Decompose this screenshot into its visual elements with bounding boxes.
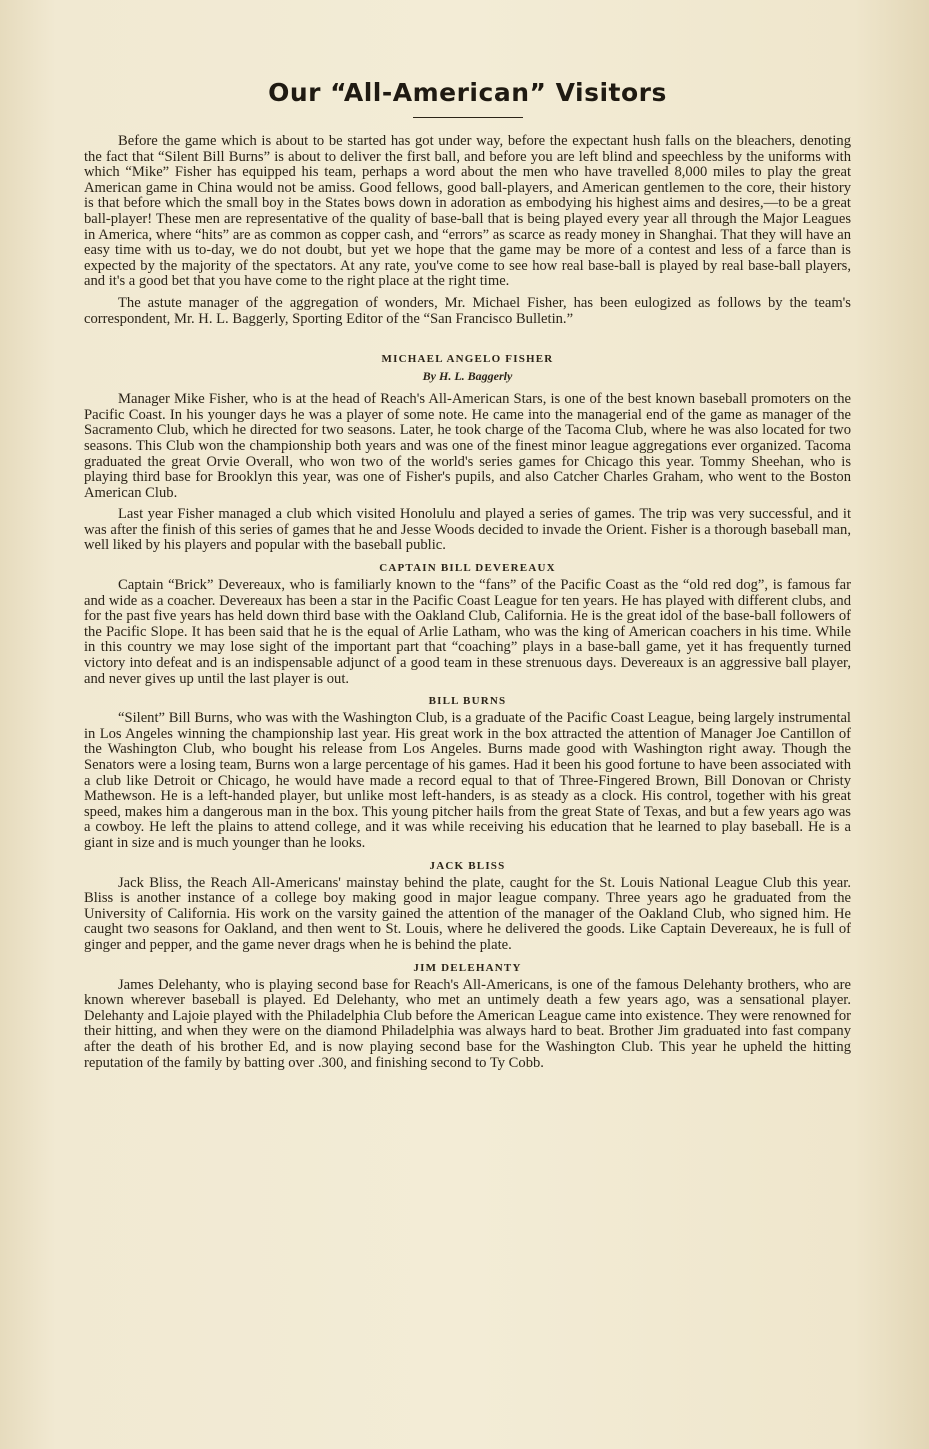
intro-paragraph-2: The astute manager of the aggregation of wonders, Mr. Michael Fisher, has been eulogized as follows by the team's correspondent, Mr. H. L. Baggerly, Sporting Editor of the “San Francisco Bulletin.” bbox=[84, 294, 851, 327]
devereaux-paragraph: Captain “Brick” Devereaux, who is familiarly known to the “fans” of the Pacific Coast as the “old red dog”, is famous far and wide as a coacher. Devereaux has been a star in the Pacific Coast League for ten years. He has played with different clubs, and for the past five years has held down third base with the Oakland Club, California. He is the great idol of the base-ball followers of the Pacific Slope. It has been said that he is the equal of Arlie Latham, who was the king of American coachers in his time. While in this country we may lose sight of the important part that “coaching” plays in a base-ball game, yet it has frequently turned victory into defeat and is an indispensable adjunct of a good team in these strenuous days. Devereaux is an aggressive ball player, and never gives up until the last player is out. bbox=[84, 577, 851, 687]
section-heading-fisher: MICHAEL ANGELO FISHER bbox=[381, 353, 554, 366]
fisher-paragraph-2: Last year Fisher managed a club which visited Honolulu and played a series of games. The trip was very successful, and it was after the finish of this series of games that he and Jesse Woods decided to invade the Orient. Fisher is a thorough baseball man, well liked by his players and popular with the baseball public. bbox=[84, 506, 851, 554]
burns-paragraph: “Silent” Bill Burns, who was with the Washington Club, is a graduate of the Pacific Coast League, being largely instrumental in Los Angeles winning the championship last year. His great work in the box attracted the attention of Manager Joe Cantillon of the Washington Club, who bought his release from Los Angeles. Burns made good with Washington right away. Though the Senators were a losing team, Burns won a large percentage of his games. Had it been his good fortune to have been associated with a club like Detroit or Chicago, he would have made a record equal to that of Three-Fingered Brown, Bill Donovan or Christy Mathewson. He is a left-handed player, but unlike most left-handers, is as steady as a clock. His control, together with his great speed, makes him a dangerous man in the box. This young pitcher hails from the great State of Texas, and but a few years ago was a cowboy. He left the plains to attend college, and it was while receiving his education that he learned to play baseball. He is a giant in size and is much younger than he looks. bbox=[84, 710, 851, 851]
delehanty-paragraph: James Delehanty, who is playing second base for Reach's All-Americans, is one of the famous Delehanty brothers, who are known wherever baseball is played. Ed Delehanty, who met an untimely death a few years ago, was a sensational player. Delehanty and Lajoie played with the Philadelphia Club before the American League came into existence. They were renowned for their hitting, and when they were on the diamond Philadelphia was always hard to beat. Brother Jim graduated into fast company after the death of his brother Ed, and is now playing second base for the Washington Club. This year he upheld the hitting reputation of the family by batting over .300, and finishing second to Ty Cobb. bbox=[84, 976, 851, 1071]
section-heading-bliss: JACK BLISS bbox=[429, 859, 506, 872]
section-heading-delehanty: JIM DELEHANTY bbox=[413, 961, 522, 974]
section-byline-fisher: By H. L. Baggerly bbox=[422, 369, 513, 384]
section-heading-devereaux: CAPTAIN BILL DEVEREAUX bbox=[379, 562, 556, 575]
page-title: Our “All-American” Visitors bbox=[268, 78, 667, 107]
fisher-paragraph-1: Manager Mike Fisher, who is at the head of Reach's All-American Stars, is one of the best known baseball promoters on the Pacific Coast. In his younger days he was a player of some note. He came into the managerial end of the game as manager of the Sacramento Club, which he directed for two seasons. Later, he took charge of the Tacoma Club, where he was also located for two seasons. This Club won the championship both years and was one of the finest minor league aggregations ever organized. Tacoma graduated the great Orvie Overall, who won two of the world's series games for Chicago this year. Tommy Sheehan, who is playing third base for Brooklyn this year, was one of Fisher's pupils, and also Catcher Charles Graham, who went to the Boston American Club. bbox=[84, 391, 851, 501]
title-divider bbox=[413, 117, 523, 118]
intro-paragraph-1: Before the game which is about to be started has got under way, before the expectant hush falls on the bleachers, denoting the fact that “Silent Bill Burns” is about to deliver the first ball, and before you are left blind and speechless by the uniforms with which “Mike” Fisher has equipped his team, perhaps a word about the men who have travelled 8,000 miles to play the great American game in China would not be amiss. Good fellows, good ball-players, and American gentlemen to the core, their history is that before which the small boy in the States bows down in adoration as embodying his highest aims and desires,—to be a great ball-player! These men are representative of the quality of base-ball that is being played every year all through the Major Leagues in America, where “hits” are as common as copper cash, and “errors” as scarce as ready money in Shanghai. That they will have an easy time with us to-day, we do not doubt, but yet we hope that the game may be more of a contest and less of a farce than is expected by the majority of the spectators. At any rate, you've come to see how real base-ball is played by real base-ball players, and it's a good bet that you have come to the right place at the right time. bbox=[84, 133, 851, 290]
bliss-paragraph: Jack Bliss, the Reach All-Americans' mainstay behind the plate, caught for the St. Louis National League Club this year. Bliss is another instance of a college boy making good in major league company. Three years ago he graduated from the University of California. His work on the varsity gained the attention of the manager of the Oakland Club, who signed him. He caught two seasons for Oakland, and then went to St. Louis, where he delivered the goods. Like Captain Devereaux, he is full of ginger and pepper, and the game never drags when he is behind the plate. bbox=[84, 874, 851, 953]
section-heading-burns: BILL BURNS bbox=[428, 695, 507, 708]
